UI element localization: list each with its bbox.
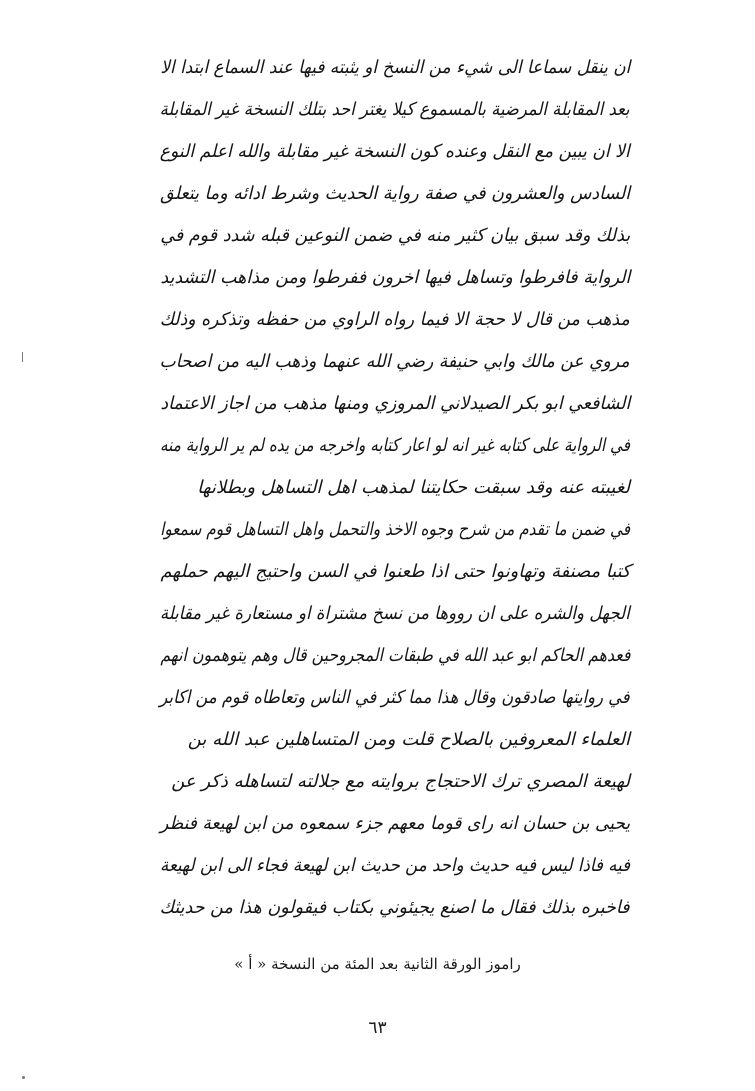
manuscript-line: العلماء المعروفين بالصلاح قلت ومن المتساهلين عبد الله بن <box>187 729 630 750</box>
manuscript-line: بذلك وقد سبق بيان كثير منه في ضمن النوعين قبله شدد قوم في <box>160 225 630 246</box>
manuscript-line: السادس والعشرون في صفة رواية الحديث وشرط ادائه وما يتعلق <box>160 183 630 204</box>
manuscript-line: ان ينقل سماعا الى شيء من النسخ او يثبته فيها عند السماع ابتدا الا <box>160 57 630 78</box>
manuscript-line: كتبا مصنفة وتهاونوا حتى اذا طعنوا في السن واحتيج اليهم حملهم <box>160 561 630 582</box>
manuscript-line: في الرواية على كتابه غير انه لو اعار كتابه واخرجه من يده لم ير الرواية منه <box>160 435 630 456</box>
page-number: ٦٣ <box>368 1018 387 1038</box>
margin-mark <box>22 352 23 362</box>
manuscript-line: مذهب من قال لا حجة الا فيما رواه الراوي من حفظه وتذكره وذلك <box>160 309 630 330</box>
manuscript-text-block <box>160 48 630 918</box>
margin-mark <box>22 1076 25 1079</box>
manuscript-line: يحيى بن حسان انه راى قوما معهم جزء سمعوه من ابن لهيعة فنظر <box>160 813 630 834</box>
manuscript-line: بعد المقابلة المرضية بالمسموع كيلا يغتر احد بتلك النسخة غير المقابلة <box>160 99 630 120</box>
manuscript-line: في ضمن ما تقدم من شرح وجوه الاخذ والتحمل واهل التساهل قوم سمعوا <box>160 519 630 540</box>
manuscript-line: الرواية فافرطوا وتساهل فيها اخرون ففرطوا ومن مذاهب التشديد <box>160 267 630 288</box>
manuscript-line: الجهل والشره على ان رووها من نسخ مشتراة او مستعارة غير مقابلة <box>160 603 630 624</box>
manuscript-line: لهيعة المصري ترك الاحتجاج بروايته مع جلالته لتساهله ذكر عن <box>171 771 630 792</box>
manuscript-line: الا ان يبين مع النقل وعنده كون النسخة غير مقابلة والله اعلم النوع <box>160 141 630 162</box>
manuscript-line: فاخبره بذلك فقال ما اصنع يجيئوني بكتاب فيقولون هذا من حديثك <box>160 897 630 918</box>
manuscript-line: الشافعي ابو بكر الصيدلاني المروزي ومنها مذهب من اجاز الاعتماد <box>160 393 630 414</box>
figure-caption: راموز الورقة الثانية بعد المئة من النسخة « أ » <box>234 955 521 973</box>
manuscript-line: في روايتها صادقون وقال هذا مما كثر في الناس وتعاطاه قوم من اكابر <box>160 687 630 708</box>
manuscript-line: فيه فاذا ليس فيه حديث واحد من حديث ابن لهيعة فجاء الى ابن لهيعة <box>160 855 630 876</box>
manuscript-line: مروي عن مالك وابي حنيفة رضي الله عنهما وذهب اليه من اصحاب <box>160 351 630 372</box>
manuscript-line: لغيبته عنه وقد سبقت حكايتنا لمذهب اهل التساهل وبطلانها <box>197 477 630 498</box>
manuscript-line: فعدهم الحاكم ابو عبد الله في طبقات المجروحين قال وهم يتوهمون انهم <box>160 645 630 666</box>
